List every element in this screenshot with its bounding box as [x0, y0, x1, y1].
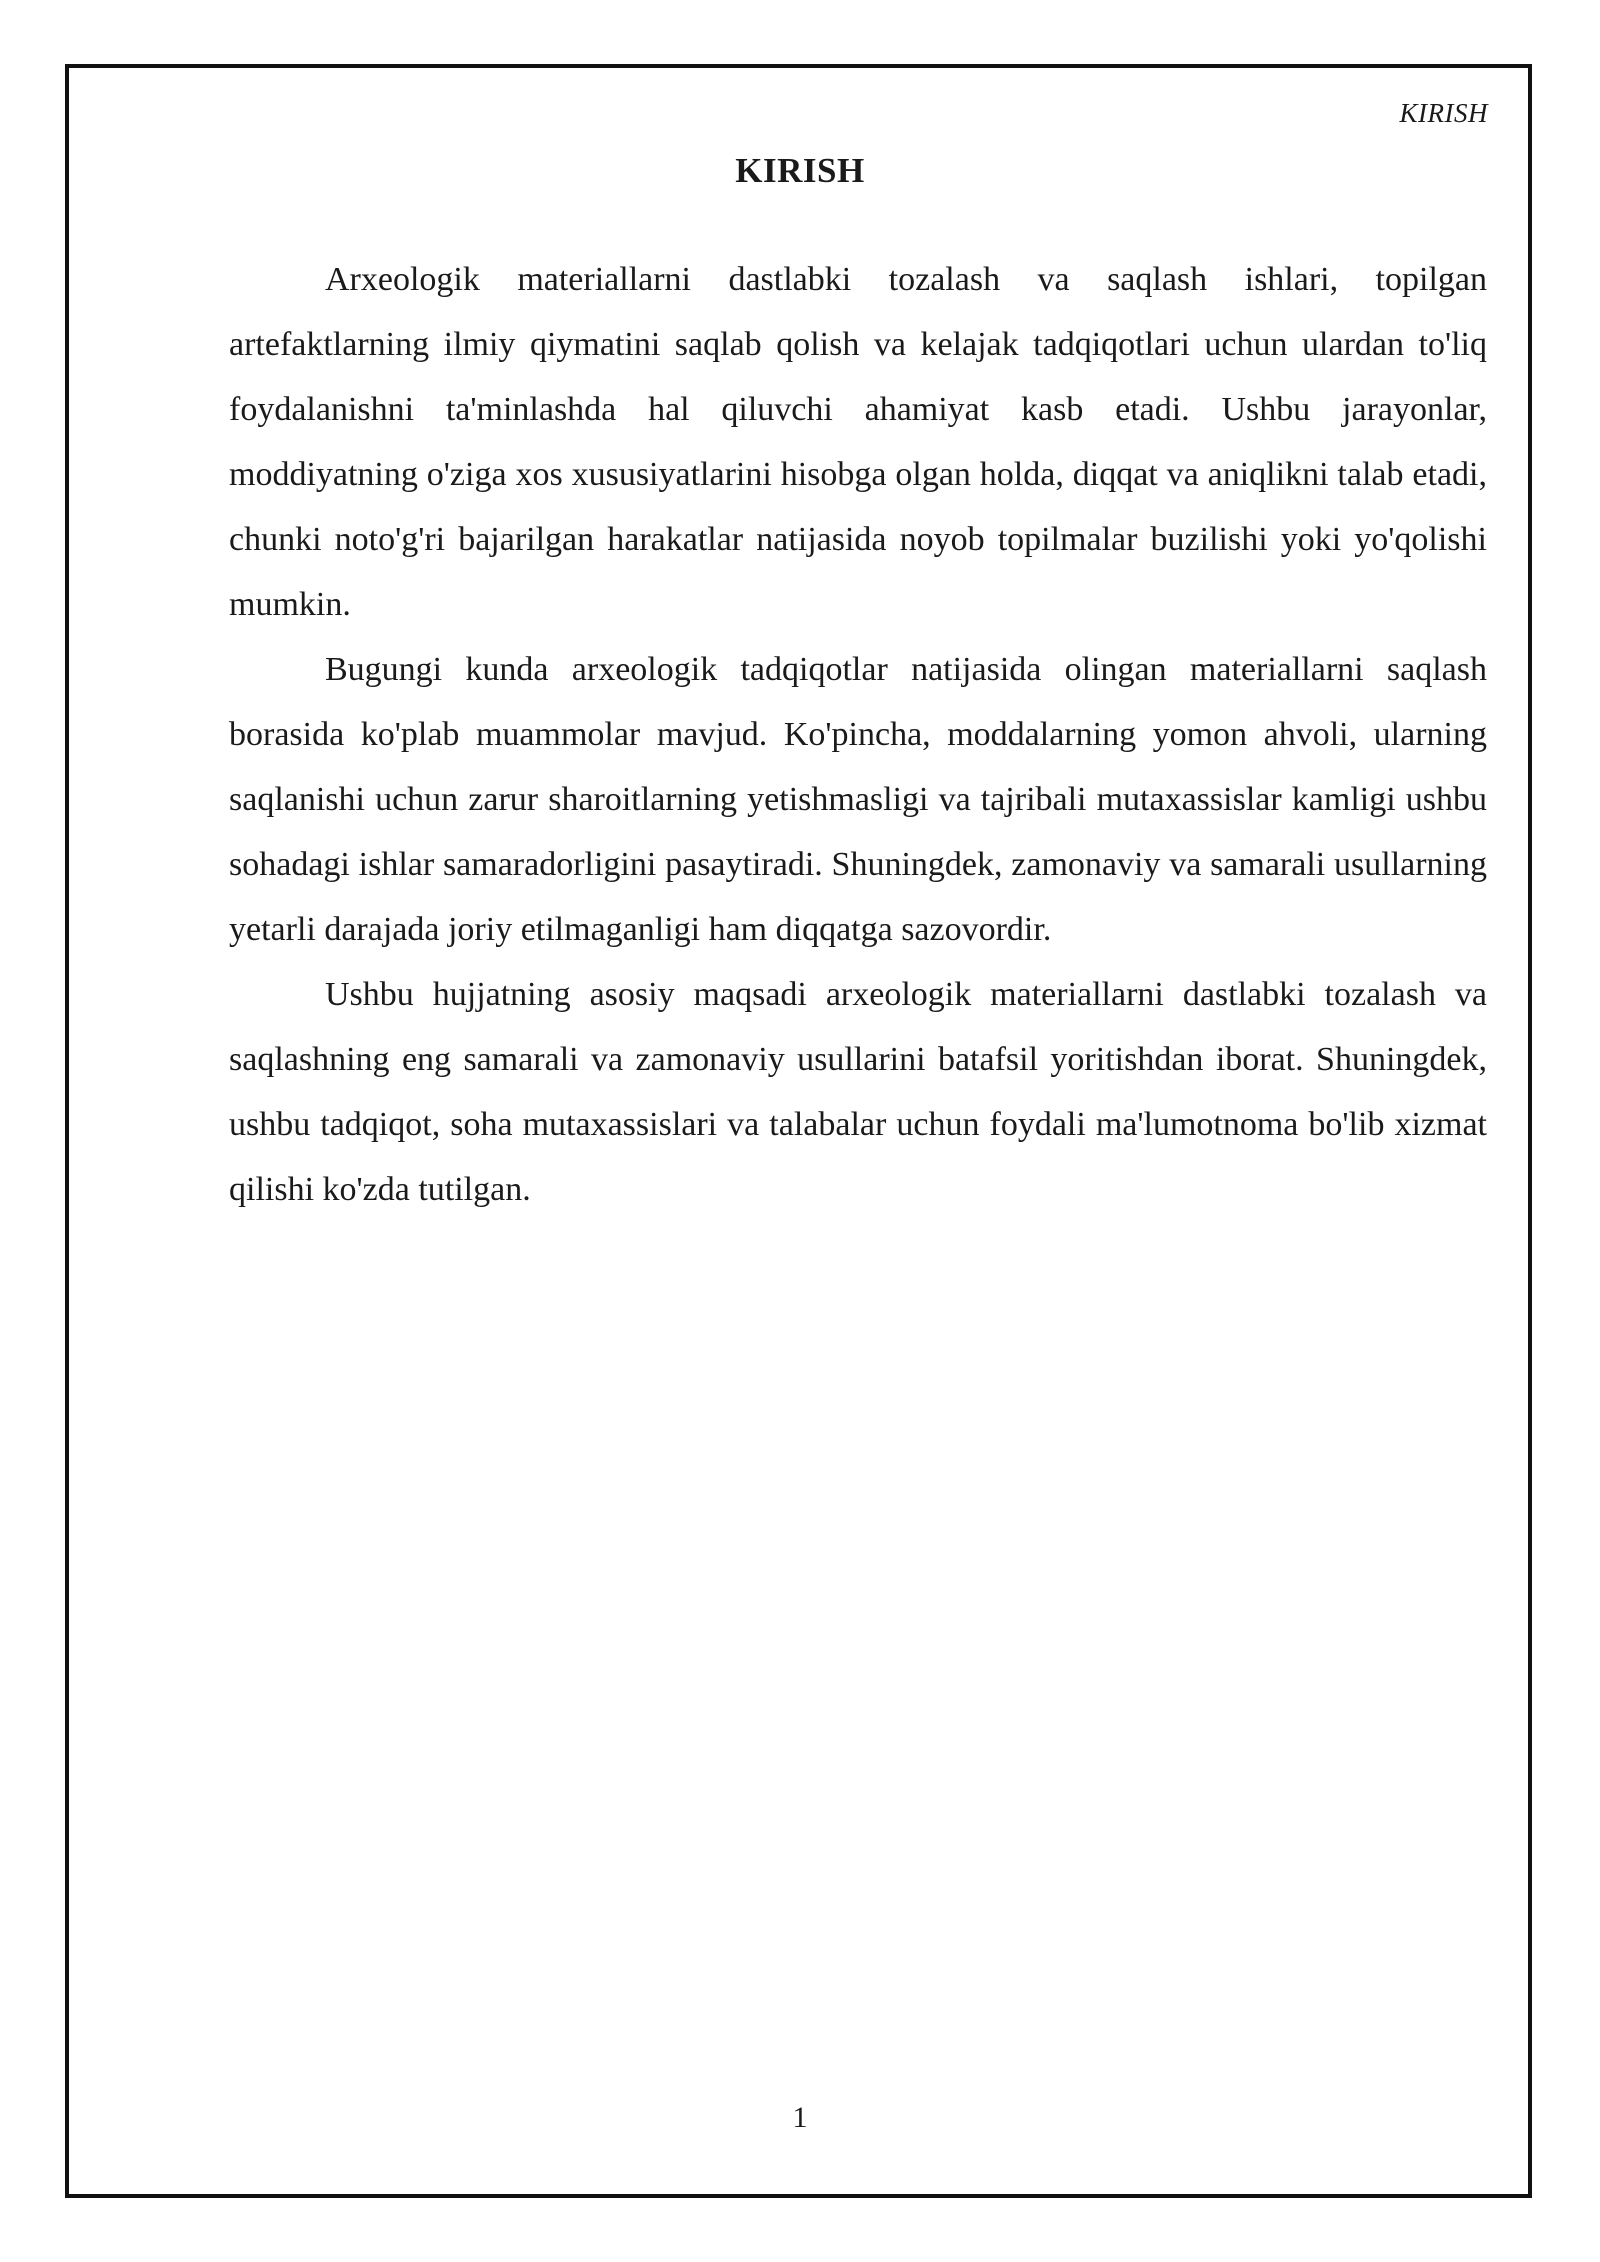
page-number: 1: [792, 2101, 808, 2134]
body-text: [229, 247, 1487, 1222]
running-header: KIRISH: [1399, 98, 1488, 128]
paragraph-1: Arxeologik materiallarni dastlabki tozalash va saqlash ishlari, topilgan artefaktlarning ilmiy qiymatini saqlab qolish va kelajak tadqiqotlari uchun ulardan to'liq foydalanishni ta'minlashda hal qiluvchi ahamiyat kasb etadi. Ushbu jarayonlar, moddiyatning o'ziga xos xususiyatlarini hisobga olgan holda, diqqat va aniqlikni talab etadi, chunki noto'g'ri bajarilgan harakatlar natijasida noyob topilmalar buzilishi yoki yo'qolishi mumkin.: [229, 261, 1487, 623]
paragraph-2: Bugungi kunda arxeologik tadqiqotlar natijasida olingan materiallarni saqlash borasida ko'plab muammolar mavjud. Ko'pincha, moddalarning yomon ahvoli, ularning saqlanishi uchun zarur sharoitlarning yetishmasligi va tajribali mutaxassislar kamligi ushbu sohadagi ishlar samaradorligini pasaytiradi. Shuningdek, zamonaviy va samarali usullarning yetarli darajada joriy etilmaganligi ham diqqatga sazovordir.: [229, 651, 1487, 948]
paragraph-3: Ushbu hujjatning asosiy maqsadi arxeologik materiallarni dastlabki tozalash va saqlashning eng samarali va zamonaviy usullarini batafsil yoritishdan iborat. Shuningdek, ushbu tadqiqot, soha mutaxassislari va talabalar uchun foydali ma'lumotnoma bo'lib xizmat qilishi ko'zda tutilgan.: [229, 976, 1487, 1208]
page-title: KIRISH: [735, 151, 865, 190]
